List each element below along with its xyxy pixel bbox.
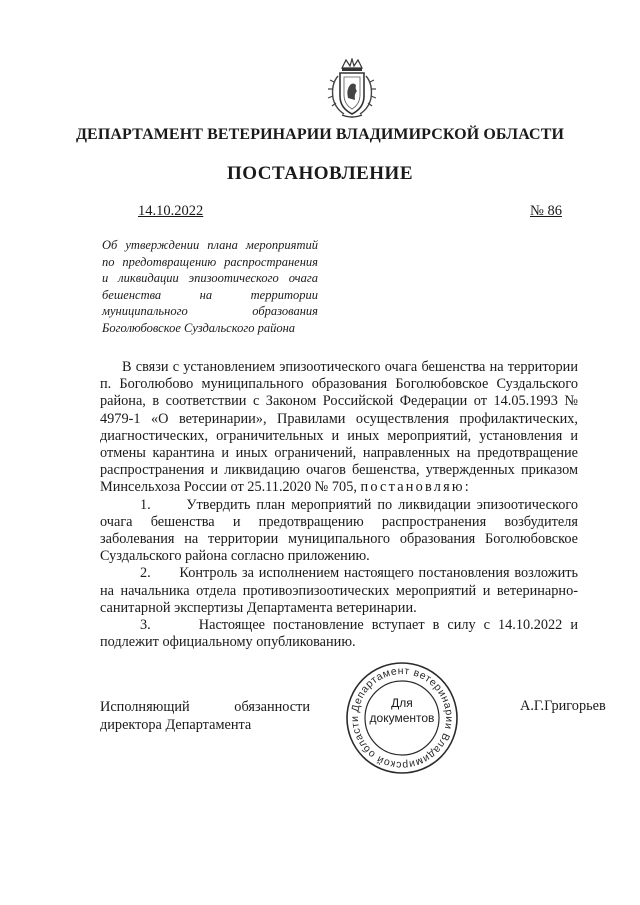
signer-position-line: Исполняющий обязанности: [100, 699, 310, 715]
coat-of-arms-emblem: [326, 58, 378, 120]
subject-line: и ликвидации эпизоотического очага: [102, 271, 318, 286]
document-date: 14.10.2022: [138, 203, 204, 219]
stamp-center-text: [344, 696, 460, 726]
document-subject: [102, 237, 318, 337]
item-text: Контроль за исполнением настоящего постановления возложить на начальника отдела противоэпизоотических мероприятий и ветеринарно-санитарной экспертизы Департамента ветеринарии.: [100, 565, 578, 616]
decree-item: [100, 565, 578, 617]
subject-line: муниципального образования: [102, 304, 318, 319]
stamp-center-line: Для: [391, 696, 413, 710]
subject-line: Об утверждении плана мероприятий: [102, 238, 318, 252]
subject-line: бешенства на территории: [102, 287, 318, 302]
decree-word: постановляю:: [360, 479, 471, 496]
item-text: Настоящее постановление вступает в силу с 14.10.2022 и подлежит официальному опубликованию.: [100, 617, 578, 651]
document-number: № 86: [530, 203, 562, 219]
document-body: [100, 359, 578, 651]
item-text: Утвердить план мероприятий по ликвидации эпизоотического очага бешенства и предотвращению распространения возбудителя заболевания на территории муниципального образования Боголюбовское Суздальского района согласно приложению.: [100, 496, 578, 565]
item-number: 1.: [140, 496, 151, 513]
intro-text: В связи с установлением эпизоотического очага бешенства на территории п. Боголюбово муниципального образования Боголюбовское Суздальского района, в соответствии с Законом Российской Федерации от 14.05.1993 № 4979-1 «О ветеринарии», Правилами осуществления профилактических, диагностических, ограничительных и иных мероприятий, установления и отмены карантина и иных ограничений, направленных на предотвращение распространения и ликвидацию очагов бешенства, утвержденных приказом Минсельхоза России от 25.11.2020 № 705,: [100, 359, 578, 496]
intro-paragraph: [100, 359, 578, 497]
signer-position-line: директора Департамента: [100, 717, 252, 733]
document-type-heading: ПОСТАНОВЛЕНИЕ: [226, 163, 414, 184]
signer-position: [100, 698, 310, 734]
decree-item: [100, 617, 578, 651]
stamp-ring-text: Департамент ветеринарии Владимирской области: [348, 664, 456, 772]
decree-item: [100, 497, 578, 566]
department-title: ДЕПАРТАМЕНТ ВЕТЕРИНАРИИ ВЛАДИМИРСКОЙ ОБЛАСТИ: [75, 126, 565, 143]
item-number: 2.: [140, 565, 151, 582]
subject-line: по предотвращению распространения: [102, 254, 318, 269]
signer-name: А.Г.Григорьев: [520, 698, 606, 714]
subject-line: Боголюбовское Суздальского района: [102, 320, 296, 335]
stamp-center-line: документов: [369, 711, 435, 725]
item-number: 3.: [140, 617, 151, 634]
